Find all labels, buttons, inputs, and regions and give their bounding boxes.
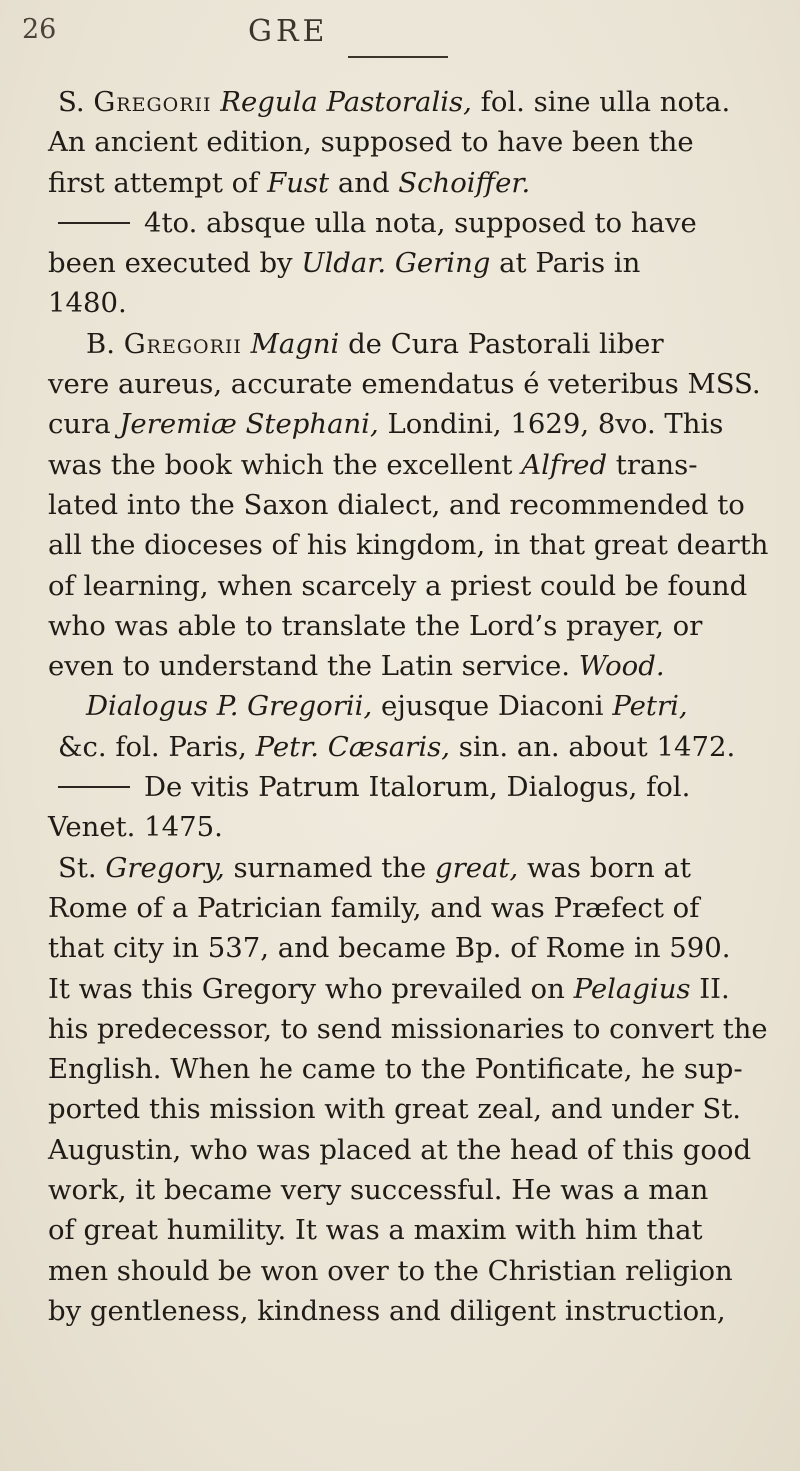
text-line — [48, 243, 768, 283]
entry-de-cura-pastorali — [48, 324, 768, 364]
text-span: vere aureus, accurate emendatus é veteribus MSS. — [48, 368, 761, 401]
ditto-dash — [58, 222, 130, 224]
name-italic: Uldar. Gering — [301, 247, 491, 280]
page-header — [22, 14, 782, 54]
text-line — [48, 1251, 768, 1291]
text-line — [48, 646, 768, 686]
name-italic: Gregory, — [105, 851, 225, 884]
text-span: De vitis Patrum Italorum, Dialogus, fol. — [144, 771, 691, 804]
text-span: by gentleness, kindness and diligent instruction, — [48, 1294, 726, 1327]
name-italic: Petr. Cæsaris, — [255, 730, 450, 763]
text-line — [48, 364, 768, 404]
text-line — [48, 283, 768, 323]
ditto-dash — [58, 786, 130, 788]
text-span: of learning, when scarcely a priest could be found — [48, 569, 748, 602]
text-line — [48, 1210, 768, 1250]
text-line — [48, 122, 768, 162]
name-italic: Magni — [241, 327, 340, 360]
text-line — [48, 1089, 768, 1129]
entry-dialogus — [48, 686, 768, 726]
text-span: men should be won over to the Christian religion — [48, 1254, 733, 1287]
text-span: ported this mission with great zeal, and under St. — [48, 1093, 742, 1126]
title-italic: Regula Pastoralis, — [211, 86, 472, 118]
entry-de-vitis-patrum — [48, 767, 768, 807]
text-span: Rome of a Patrician family, and was Præfect of — [48, 891, 700, 924]
text-span: at Paris in — [490, 247, 641, 280]
text-line — [48, 928, 768, 968]
entry-regula-pastoralis — [48, 82, 768, 122]
text-span: ejusque Diaconi — [372, 690, 613, 723]
author-name: Gregorii — [123, 327, 242, 360]
name-italic: Schoiffer. — [398, 166, 531, 199]
name-italic: Petri, — [612, 690, 688, 723]
running-head: GRE — [248, 14, 329, 49]
text-span: that city in 537, and became Bp. of Rome in 590. — [48, 932, 731, 965]
text-span: was the book which the excellent — [48, 448, 522, 481]
text-line — [48, 807, 768, 847]
text-span: English. When he came to the Pontificate, he sup- — [48, 1053, 743, 1086]
text-span: was born at — [518, 851, 691, 884]
text-span: de Cura Pastorali liber — [339, 327, 664, 360]
source-citation: Wood. — [578, 650, 665, 683]
text-line — [48, 1291, 768, 1331]
text-span: and — [329, 166, 399, 199]
text-span: of great humility. It was a maxim with him that — [48, 1214, 703, 1247]
text-span: Londini, 1629, 8vo. This — [378, 408, 724, 441]
text-span: &c. fol. Paris, — [58, 730, 256, 763]
text-span: S. — [58, 86, 94, 118]
text-span: cura — [48, 408, 120, 441]
text-span: sin. an. about 1472. — [449, 730, 736, 763]
text-line — [48, 1009, 768, 1049]
text-span: who was able to translate the Lord’s prayer, or — [48, 609, 703, 642]
text-line — [48, 606, 768, 646]
text-line — [48, 969, 768, 1009]
text-line — [48, 485, 768, 525]
entry-4to-edition — [48, 203, 768, 243]
text-line — [48, 1170, 768, 1210]
text-span: surnamed the — [224, 851, 435, 884]
paragraph-st-gregory — [48, 848, 768, 888]
text-line — [48, 525, 769, 565]
author-name: Gregorii — [93, 86, 212, 118]
text-line — [48, 888, 768, 928]
text-span: even to understand the Latin service. — [48, 650, 579, 683]
name-italic: great, — [435, 851, 519, 884]
body-text — [48, 82, 768, 1331]
text-span: work, it became very successful. He was a man — [48, 1174, 709, 1207]
text-span: lated into the Saxon dialect, and recommended to — [48, 488, 745, 521]
text-span: first attempt of — [48, 166, 268, 199]
text-span: An ancient edition, supposed to have been the — [48, 126, 694, 159]
name-italic: Alfred — [521, 448, 608, 481]
text-line — [48, 727, 768, 767]
text-span: B. — [86, 327, 124, 360]
text-span: Augustin, who was placed at the head of this good — [48, 1133, 752, 1166]
text-span: II. — [690, 972, 730, 1005]
text-line — [48, 566, 768, 606]
header-rule — [348, 56, 448, 58]
text-line — [48, 1049, 768, 1089]
text-line — [48, 404, 768, 444]
text-span: trans- — [607, 448, 698, 481]
name-italic: Jeremiæ Stephani, — [119, 408, 379, 441]
text-span: It was this Gregory who prevailed on — [48, 972, 574, 1005]
page-number: 26 — [22, 14, 57, 45]
text-span: St. — [58, 851, 106, 884]
text-span: 4to. absque ulla nota, supposed to have — [144, 207, 697, 240]
text-line — [48, 163, 768, 203]
text-line — [48, 1130, 768, 1170]
name-italic: Pelagius — [573, 972, 691, 1005]
text-span: been executed by — [48, 247, 302, 280]
text-span: Venet. 1475. — [48, 811, 223, 844]
text-span: 1480. — [48, 287, 127, 320]
name-italic: Fust — [267, 166, 330, 199]
title-italic: Dialogus P. Gregorii, — [86, 690, 373, 723]
text-line — [48, 445, 768, 485]
text-span: his predecessor, to send missionaries to convert the — [48, 1012, 768, 1045]
text-span: all the dioceses of his kingdom, in that great dearth — [48, 529, 769, 562]
text-span: fol. sine ulla nota. — [471, 86, 731, 118]
